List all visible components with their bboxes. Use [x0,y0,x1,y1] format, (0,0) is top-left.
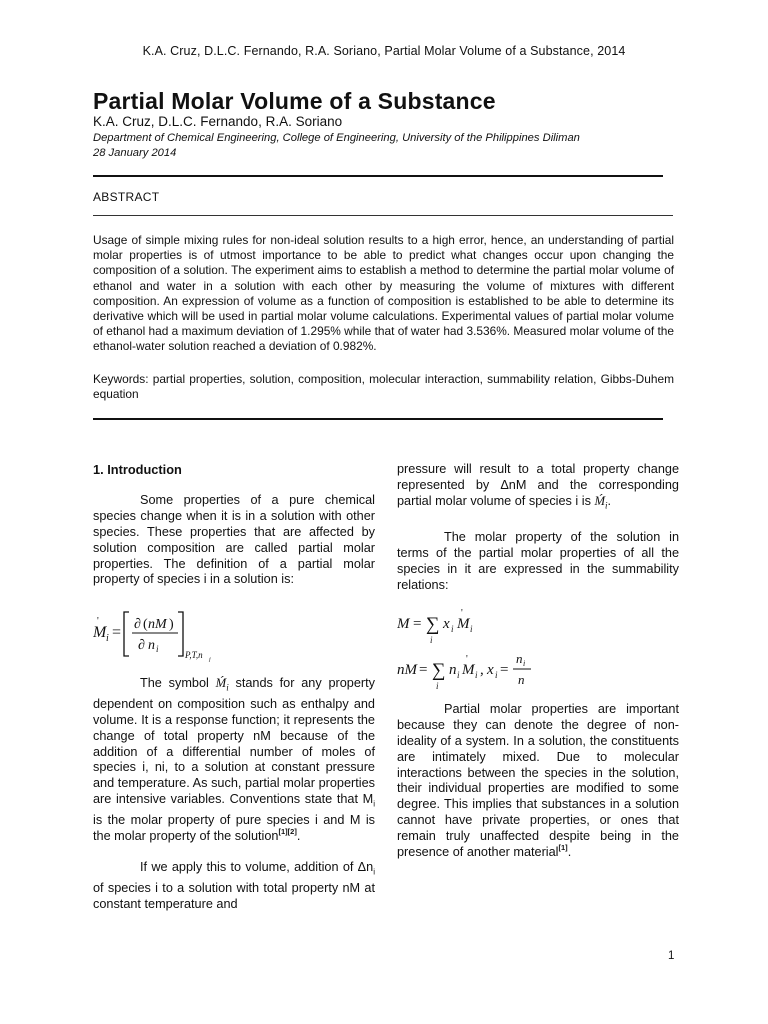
svg-text:=: = [112,624,122,642]
paragraph: If we apply this to volume, addition of $\Delta n_i$ of species i to a solution with total property nM at constant temperature and [93,860,375,911]
symbol-mi: Ḿ$_i$ [594,493,608,511]
svg-text:n: n [516,650,523,666]
svg-text:i: i [470,623,473,634]
equation-graphic [397,648,597,692]
svg-text:i: i [523,658,526,668]
paragraph: The molar property of the solution in terms of the partial molar properties of all the species in it are expressed in the summability relations: [397,530,679,592]
rule-divider [93,215,673,216]
svg-text:P,T,n: P,T,n [185,650,203,661]
svg-text:x: x [487,661,494,678]
svg-text:): ) [169,617,174,633]
svg-text:n: n [449,661,457,678]
section-heading: 1. Introduction [93,462,182,477]
paragraph: The symbol Ḿ$_i$ stands for any property dependent on composition such as enthalpy and volume. It is a response function; it represents the change of total property nM because of the addition of a differential number of moles of species i, ni, to a solution at constant pressure and temperature. As such, partial molar properties are intensive variables. Conventions state that $M_i$ is the molar property of pure species i and M is the molar property of the solution[1][2]. [93,676,375,843]
svg-text:M: M [93,624,107,642]
svg-text:∑: ∑ [426,613,440,635]
rule-divider [93,418,663,420]
equation-graphic [93,604,293,662]
svg-text:M: M [397,615,410,632]
svg-text:nM: nM [148,617,167,633]
rule-divider [93,175,663,177]
left-column [93,462,375,913]
svg-text:=: = [413,615,422,632]
equation-partial-molar [93,604,375,662]
svg-text:nM: nM [397,661,417,678]
svg-text:i: i [436,680,439,691]
svg-text:i: i [495,669,498,680]
equation-summability-total [397,648,679,692]
citation: [1][2] [278,826,297,836]
svg-text:∂: ∂ [134,617,141,633]
svg-text:': ' [461,607,463,619]
svg-text:i: i [457,669,460,680]
svg-text:(: ( [143,617,148,633]
svg-text:n: n [518,671,525,687]
svg-text:j: j [209,657,211,663]
page-number: 1 [668,950,675,962]
citation: [1] [558,843,568,853]
right-column [397,462,679,861]
svg-text:,: , [480,661,484,678]
svg-text:=: = [419,661,428,678]
paragraph: Some properties of a pure chemical species change when it is in a solution with other species. These properties that are affected by solution composition are called partial molar properties. The definition of a partial molar property of species i in a solution is: [93,492,375,587]
svg-text:': ' [466,653,468,665]
authors: K.A. Cruz, D.L.C. Fernando, R.A. Soriano [93,114,343,129]
svg-text:i: i [156,644,159,655]
svg-text:M: M [462,661,475,678]
abstract-text: Usage of simple mixing rules for non-ideal solution results to a high error, hence, an understanding of partial molar properties is of utmost importance to be able to predict what changes occur upon changing the composition of a solution. The experiment aims to establish a method to determine the partial molar volume of ethanol and water in a solution with each other by measuring the volume of mixtures with different composition. An expression of volume as a function of composition is established to be able to determine its derivative which will be used in partial molar volume calculations. Experimental values of partial molar volume of ethanol had a maximum deviation of 1.295% while that of water had 3.536%. Measured molar volume of the ethanol-water solution reached a deviation of 0.982%. [93,233,674,354]
symbol-mi: Ḿ$_i$ [215,676,229,693]
svg-text:=: = [500,661,509,678]
svg-text:x: x [443,615,450,632]
svg-text:i: i [430,634,433,645]
paragraph: pressure will result to a total property change represented by ΔnM and the corresponding partial molar volume of species i is Ḿ$_i$. [397,462,679,511]
abstract-heading: ABSTRACT [93,190,160,204]
svg-text:i: i [451,623,454,634]
svg-text:': ' [97,616,99,628]
keywords: Keywords: partial properties, solution, composition, molecular interaction, summability relation, Gibbs-Duhem equation [93,372,674,402]
svg-text:i: i [106,633,109,645]
date: 28 January 2014 [93,147,177,159]
paper-title: Partial Molar Volume of a Substance [93,88,496,114]
equation-graphic [397,606,597,646]
svg-text:∑: ∑ [432,659,446,681]
svg-text:M: M [457,615,470,632]
paragraph: Partial molar properties are important because they can denote the degree of non-ideality of a system. In a solution, the constituents are intimately mixed. Due to molecular interactions between the species in the solution, their individual properties are modified to some degree. This implies that substances in a solution cannot have private properties, or ones that remain truly unaffected despite being in the presence of another material[1]. [397,701,679,860]
equation-summability [397,606,679,646]
affiliation: Department of Chemical Engineering, College of Engineering, University of the Philippines Diliman [93,132,580,144]
running-header: K.A. Cruz, D.L.C. Fernando, R.A. Soriano, Partial Molar Volume of a Substance, 2014 [142,44,626,58]
svg-text:n: n [148,638,155,654]
svg-text:i: i [475,669,478,680]
svg-text:∂: ∂ [138,638,145,654]
